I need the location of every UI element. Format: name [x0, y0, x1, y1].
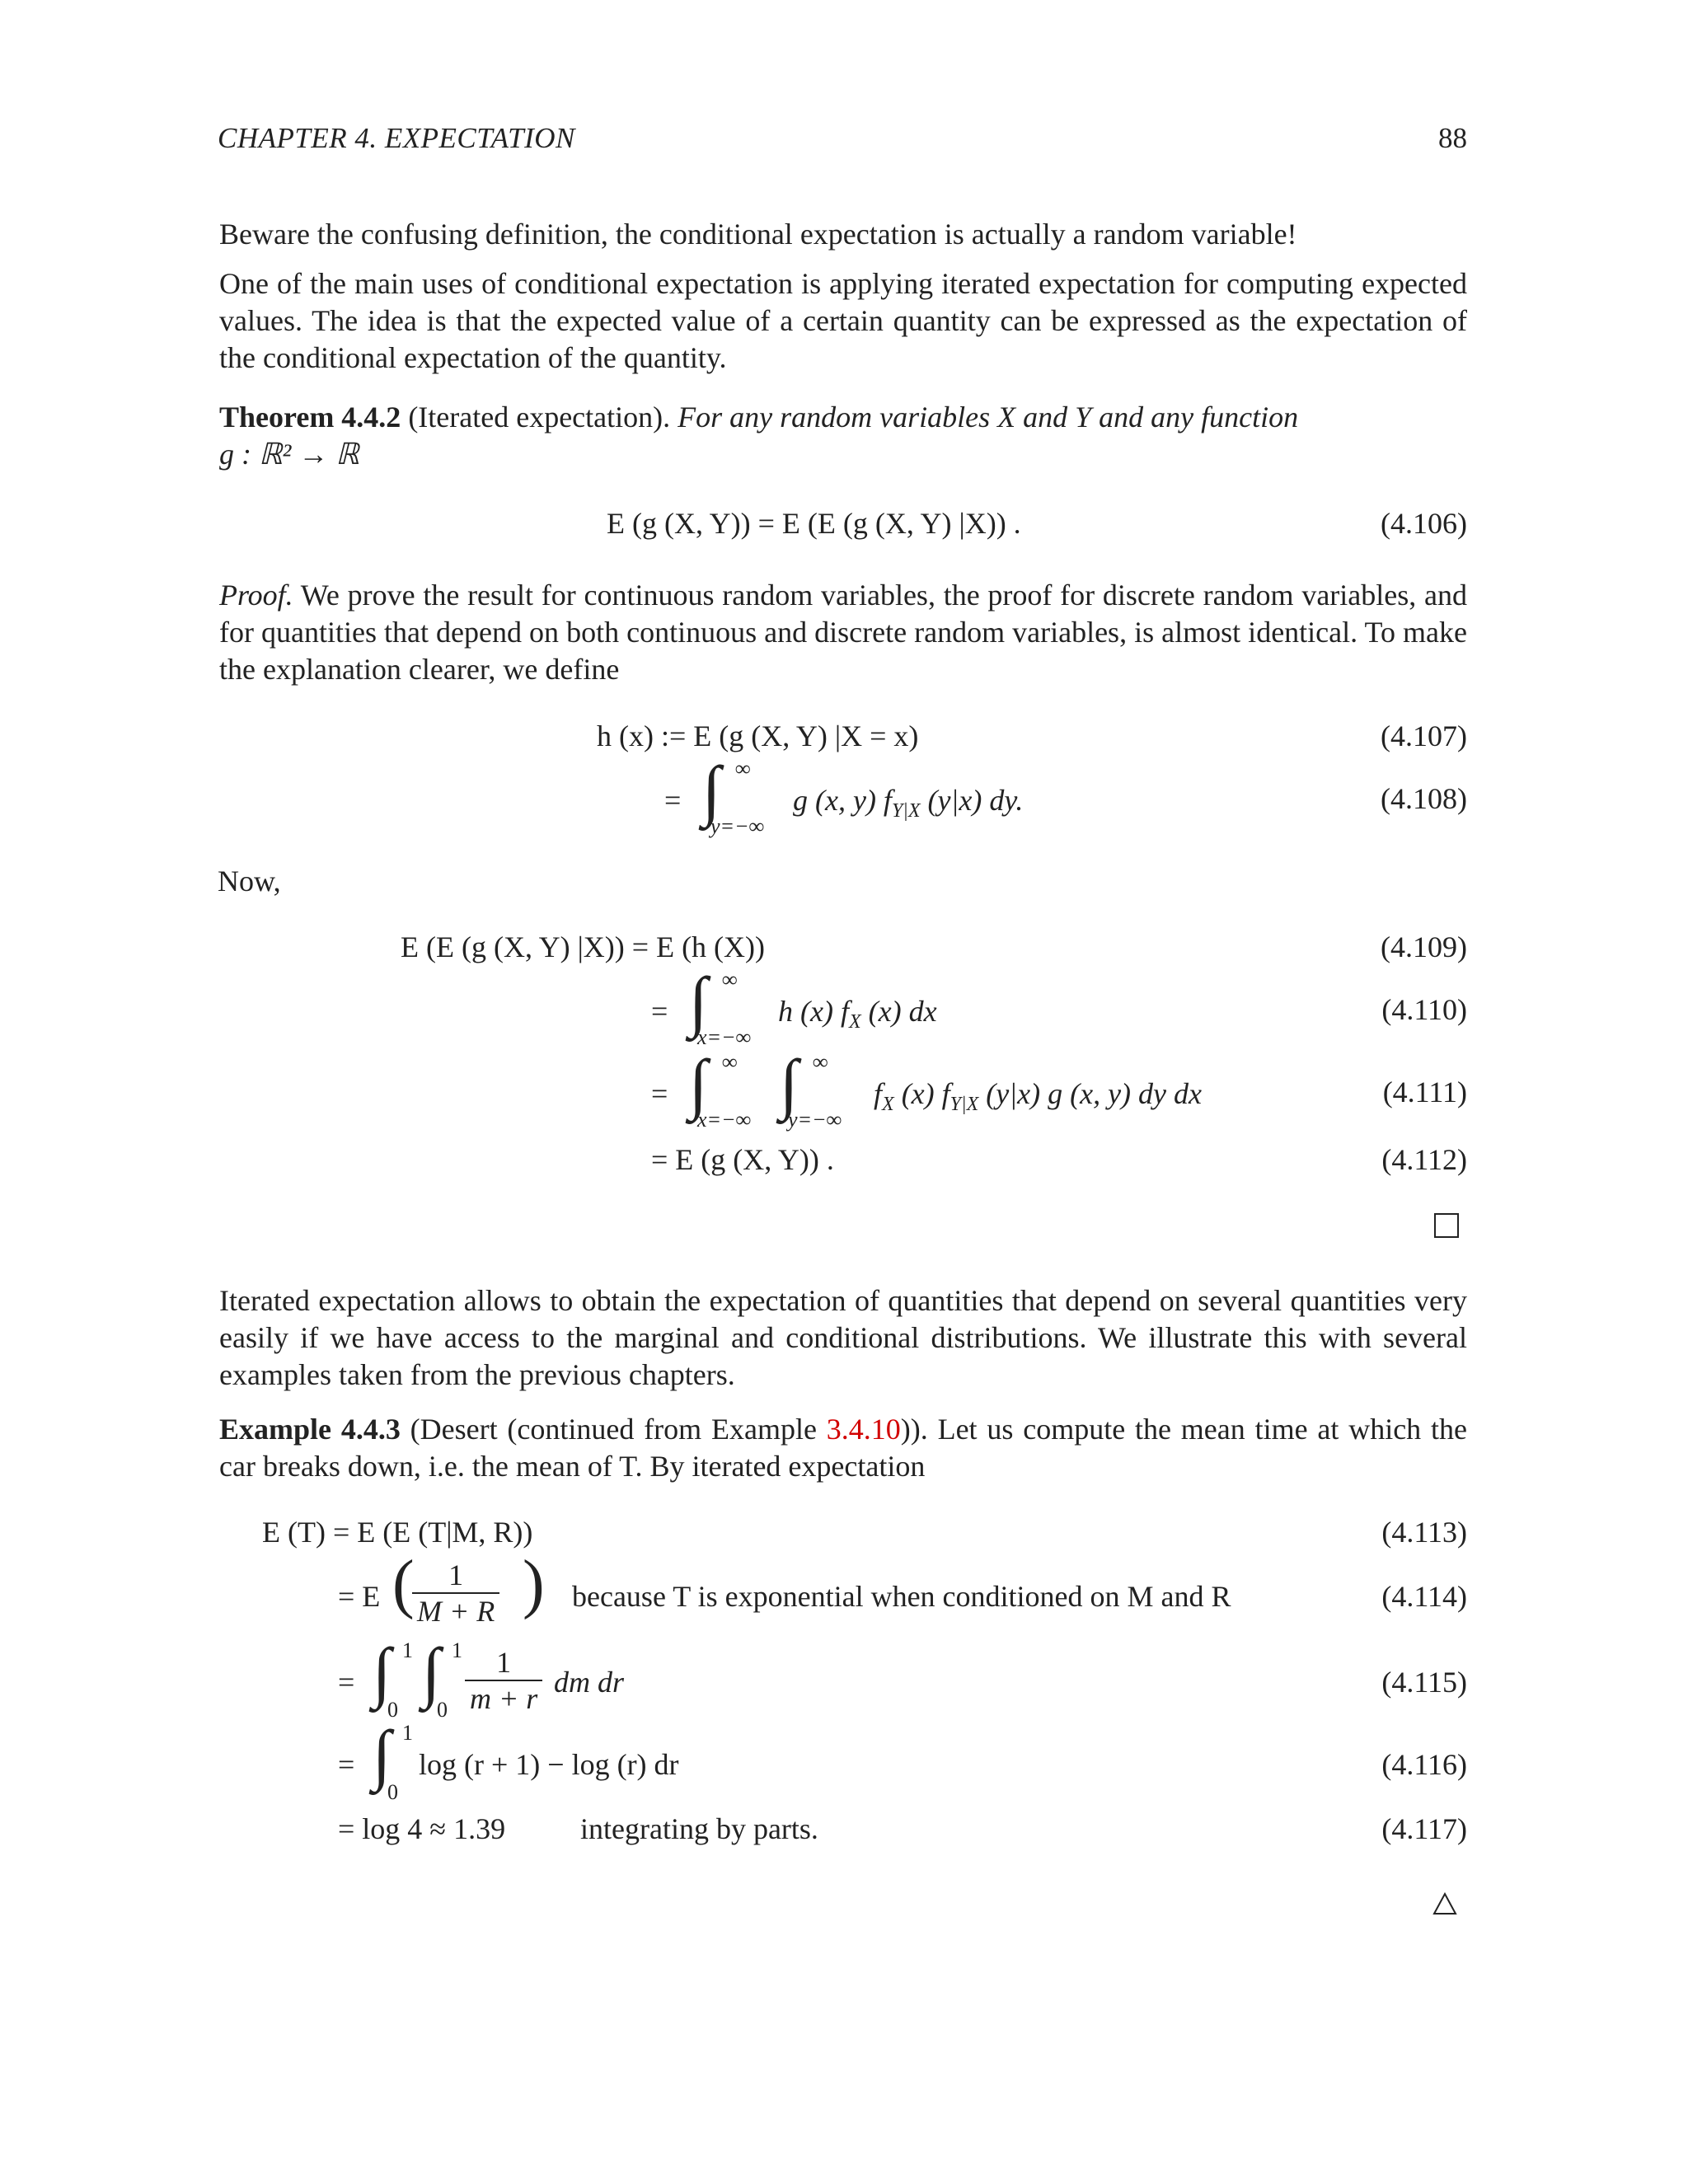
equation-4-107: h (x) := E (g (X, Y) |X = x)	[597, 719, 919, 752]
equation-4-111-body	[874, 1076, 1202, 1116]
equation-number-4-109: (4.109)	[1381, 930, 1467, 963]
example-reference-link[interactable]: 3.4.10	[826, 1413, 901, 1446]
example-name-pre: (Desert (continued from Example	[410, 1413, 827, 1446]
integral-upper-limit: 1	[402, 1721, 413, 1745]
proof-paragraph	[219, 577, 1467, 688]
equation-4-108-body	[793, 783, 1024, 823]
equation-number-4-115: (4.115)	[1381, 1666, 1467, 1699]
equation-4-115-tail: dm dr	[554, 1666, 625, 1699]
page-number: 88	[1438, 122, 1467, 154]
integral-sign: ∫	[689, 963, 708, 1038]
left-paren: (	[392, 1548, 415, 1620]
equals-sign: =	[338, 1748, 355, 1781]
equation-4-110-body	[778, 994, 937, 1033]
integral-sign-inner: ∫	[780, 1046, 799, 1121]
theorem-statement: For any random variables X and Y and any function	[678, 401, 1299, 434]
example-name-post: ))	[900, 1413, 921, 1446]
integral-sign: ∫	[373, 1717, 392, 1792]
equation-number-4-111: (4.111)	[1382, 1076, 1467, 1108]
theorem-block	[219, 399, 1467, 473]
intro-paragraph-1: Beware the confusing definition, the conditional expectation is actually a random variable!	[219, 218, 1297, 251]
now-text: Now,	[218, 865, 281, 898]
equation-4-113: E (T) = E (E (T|M, R))	[262, 1516, 533, 1549]
fraction-numerator: 1	[412, 1558, 499, 1594]
integral-lower-limit: 0	[387, 1698, 398, 1722]
integral-sign-outer: ∫	[373, 1634, 392, 1709]
integral-upper-limit: 1	[402, 1638, 413, 1662]
equation-4-117-note: integrating by parts.	[580, 1812, 818, 1845]
integral-lower-limit: x=−∞	[697, 1025, 752, 1049]
theorem-name: (Iterated expectation).	[408, 401, 671, 434]
eq111-mid: (x) f	[901, 1077, 950, 1110]
integral-lower-limit: 0	[387, 1780, 398, 1804]
integral-upper-limit: 1	[452, 1638, 462, 1662]
eq108-text: g (x, y) f	[793, 784, 892, 817]
fraction-115	[465, 1645, 542, 1716]
eq110-tail: (x) dx	[868, 995, 937, 1028]
theorem-label: Theorem 4.4.2	[219, 401, 401, 434]
equation-4-109: E (E (g (X, Y) |X)) = E (h (X))	[401, 930, 766, 963]
example-text: . Let us compute the mean time at which the car breaks down, i.e. the mean of T. By iterated expectation	[219, 1413, 1467, 1483]
chapter-header: CHAPTER 4. EXPECTATION	[218, 122, 575, 154]
integral-lower-limit: 0	[437, 1698, 448, 1722]
eq108-subscript: Y|X	[891, 800, 921, 823]
equation-number-4-108: (4.108)	[1381, 782, 1467, 815]
eq111-f: f	[874, 1077, 883, 1110]
fraction-denominator: m + r	[470, 1682, 538, 1715]
equation-4-114-note: because T is exponential when conditioned on M and R	[572, 1580, 1231, 1613]
integral-upper-limit: ∞	[735, 757, 751, 780]
fraction-114	[412, 1558, 499, 1629]
eq110-subscript: X	[848, 1011, 861, 1033]
qed-box-icon	[1434, 1213, 1459, 1238]
intro-paragraph-2: One of the main uses of conditional expectation is applying iterated expectation for computing expected values. The idea is that the expected value of a certain quantity can be expressed as the expectation of the conditional expectation of the quantity.	[219, 267, 1467, 374]
integral-lower-limit: y=−∞	[788, 1108, 842, 1132]
equation-number-4-112: (4.112)	[1381, 1143, 1467, 1176]
integral-upper-limit: ∞	[813, 1050, 828, 1074]
integral-upper-limit: ∞	[722, 1050, 738, 1074]
fraction-numerator: 1	[465, 1645, 542, 1681]
equation-number-4-110: (4.110)	[1381, 993, 1467, 1026]
equation-number-4-107: (4.107)	[1381, 719, 1467, 752]
integral-sign-outer: ∫	[689, 1046, 708, 1121]
equation-4-117: = log 4 ≈ 1.39	[338, 1812, 506, 1845]
eq110-text: h (x) f	[778, 995, 849, 1028]
equation-number-4-116: (4.116)	[1381, 1748, 1467, 1781]
proof-text: We prove the result for continuous random variables, the proof for discrete random variables, and for quantities that depend on both continuous and discrete random variables, is almost identical. To make the explanation clearer, we define	[219, 579, 1467, 686]
theorem-statement-line2: g : ℝ² → ℝ	[219, 438, 359, 471]
eq111-subscript-2: Y|X	[950, 1094, 979, 1116]
example-block	[219, 1411, 1467, 1485]
equation-4-114-prefix: = E	[338, 1580, 381, 1613]
equation-4-116-body: log (r + 1) − log (r) dr	[419, 1748, 679, 1781]
integral-lower-limit: y=−∞	[710, 814, 765, 838]
eq111-tail: (y|x) g (x, y) dy dx	[986, 1077, 1202, 1110]
fraction-denominator: M + R	[417, 1595, 495, 1628]
equation-number-4-114: (4.114)	[1381, 1580, 1467, 1613]
integral-lower-limit: x=−∞	[697, 1108, 752, 1132]
equals-sign: =	[664, 784, 682, 817]
equals-sign: =	[338, 1666, 355, 1699]
integral-upper-limit: ∞	[722, 968, 738, 991]
equation-4-106: E (g (X, Y)) = E (E (g (X, Y) |X)) .	[607, 507, 1021, 540]
end-of-example-triangle-icon	[1432, 1892, 1457, 1915]
equals-sign: =	[651, 995, 668, 1028]
equals-sign: =	[651, 1077, 668, 1110]
equation-4-112: = E (g (X, Y)) .	[651, 1143, 834, 1176]
right-paren: )	[523, 1548, 545, 1620]
eq108-tail: (y|x) dy.	[927, 784, 1024, 817]
integral-sign: ∫	[702, 752, 721, 827]
iterated-expectation-paragraph: Iterated expectation allows to obtain the expectation of quantities that depend on several quantities very easily if we have access to the marginal and conditional distributions. We illustrate this with several examples taken from the previous chapters.	[219, 1284, 1467, 1391]
proof-label: Proof.	[219, 579, 293, 612]
eq111-subscript: X	[882, 1094, 894, 1116]
integral-sign-inner: ∫	[422, 1634, 441, 1709]
example-label: Example 4.4.3	[219, 1413, 401, 1446]
equation-number-4-106: (4.106)	[1381, 507, 1467, 540]
equation-number-4-113: (4.113)	[1381, 1516, 1467, 1549]
equation-number-4-117: (4.117)	[1381, 1812, 1467, 1845]
